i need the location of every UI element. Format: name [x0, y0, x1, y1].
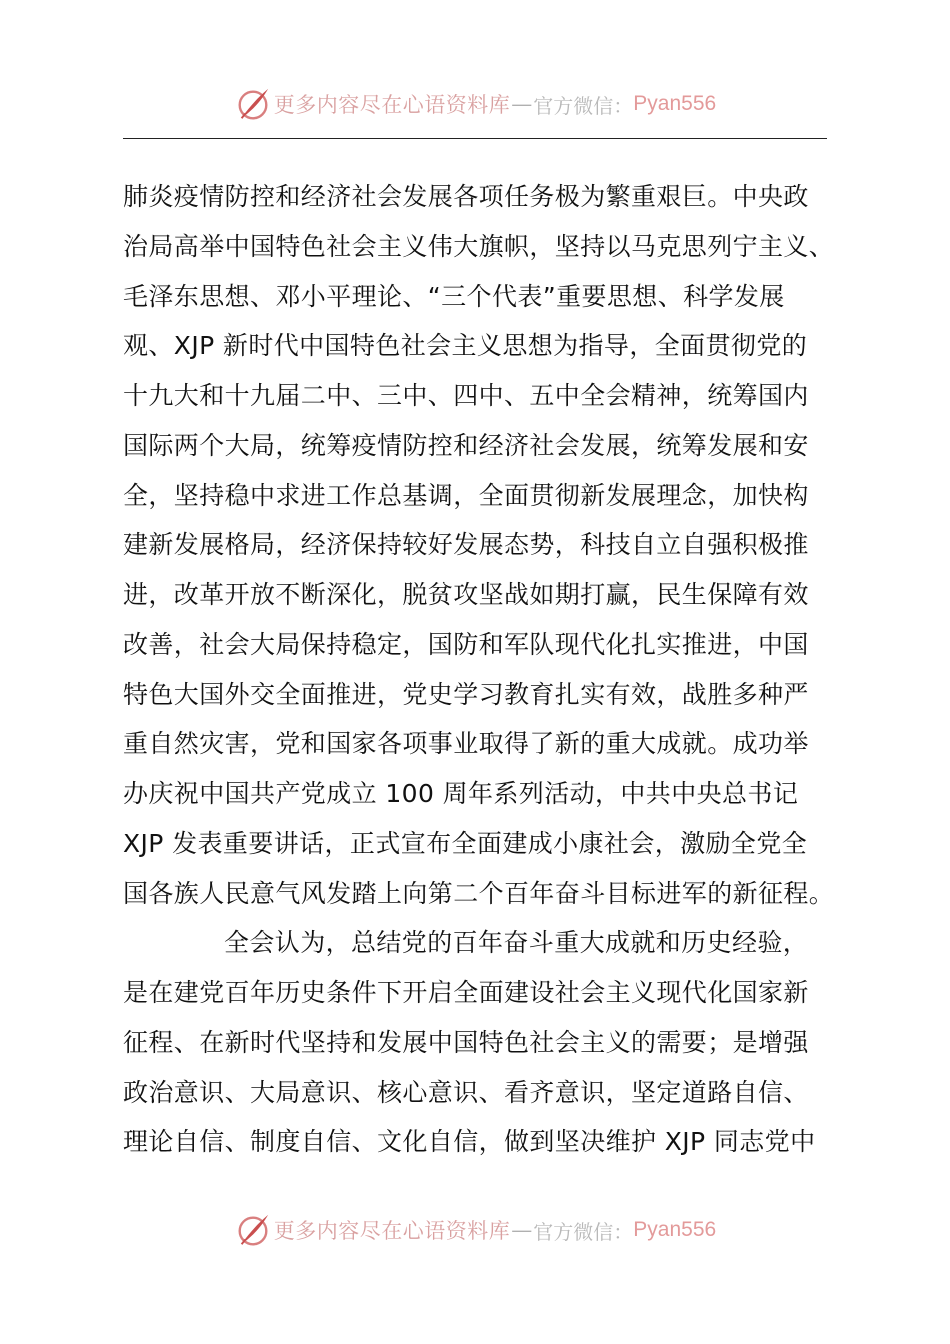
footer-watermark-contact-label: 官方微信： — [533, 1219, 634, 1244]
body-line: 重自然灾害，党和国家各项事业取得了新的重大成就。成功举 — [123, 729, 809, 759]
body-line: 特色大国外交全面推进，党史学习教育扎实有效，战胜多种严 — [123, 679, 809, 709]
body-line: 办庆祝中国共产党成立 100 周年系列活动，中共中央总书记 — [123, 779, 799, 808]
body-line: 理论自信、制度自信、文化自信，做到坚决维护 XJP 同志党中 — [123, 1127, 816, 1157]
footer-watermark-separator: — — [511, 1218, 533, 1242]
paragraph-start-line: 全会认为，总结党的百年奋斗重大成就和历史经验， — [224, 928, 809, 958]
header-watermark-contact-id: Pyan556 — [633, 92, 717, 115]
footer-watermark-text: 更多内容尽在心语资料库 — [273, 1219, 511, 1243]
header-watermark — [0, 84, 950, 124]
document-body — [123, 172, 853, 1167]
body-line: 政治意识、大局意识、核心意识、看齐意识，坚定道路自信、 — [123, 1077, 809, 1107]
body-line: 肺炎疫情防控和经济社会发展各项任务极为繁重艰巨。中央政 — [123, 182, 809, 211]
body-line: 治局高举中国特色社会主义伟大旗帜，坚持以马克思列宁主义、 — [123, 231, 835, 261]
body-line: 观、XJP 新时代中国特色社会主义思想为指导，全面贯彻党的 — [123, 331, 808, 361]
footer-watermark — [0, 1210, 950, 1250]
body-line: 国各族人民意气风发踏上向第二个百年奋斗目标进军的新征程。 — [123, 878, 835, 908]
header-watermark-separator: — — [511, 92, 533, 116]
header-watermark-text: 更多内容尽在心语资料库 — [273, 93, 511, 117]
body-line: 是在建党百年历史条件下开启全面建设社会主义现代化国家新 — [123, 978, 809, 1007]
body-line: 国际两个大局，统筹疫情防控和经济社会发展，统筹发展和安 — [123, 430, 809, 460]
quill-pen-logo-icon — [234, 85, 272, 123]
body-line: 建新发展格局，经济保持较好发展态势，科技自立自强积极推 — [123, 530, 809, 560]
body-line: 征程、在新时代坚持和发展中国特色社会主义的需要；是增强 — [123, 1027, 809, 1057]
body-line: 改善，社会大局保持稳定，国防和军队现代化扎实推进，中国 — [123, 629, 809, 659]
body-line: XJP 发表重要讲话，正式宣布全面建成小康社会，激励全党全 — [123, 828, 808, 858]
body-line: 进，改革开放不断深化，脱贫攻坚战如期打赢，民生保障有效 — [123, 580, 809, 609]
body-line: 毛泽东思想、邓小平理论、“三个代表”重要思想、科学发展 — [123, 281, 785, 311]
body-line: 全，坚持稳中求进工作总基调，全面贯彻新发展理念，加快构 — [123, 480, 809, 510]
header-watermark-contact-label: 官方微信： — [533, 93, 634, 118]
quill-pen-logo-icon — [234, 1211, 272, 1249]
footer-watermark-contact-id: Pyan556 — [633, 1218, 717, 1241]
header-divider — [123, 138, 827, 139]
body-line: 十九大和十九届二中、三中、四中、五中全会精神，统筹国内 — [123, 381, 809, 410]
